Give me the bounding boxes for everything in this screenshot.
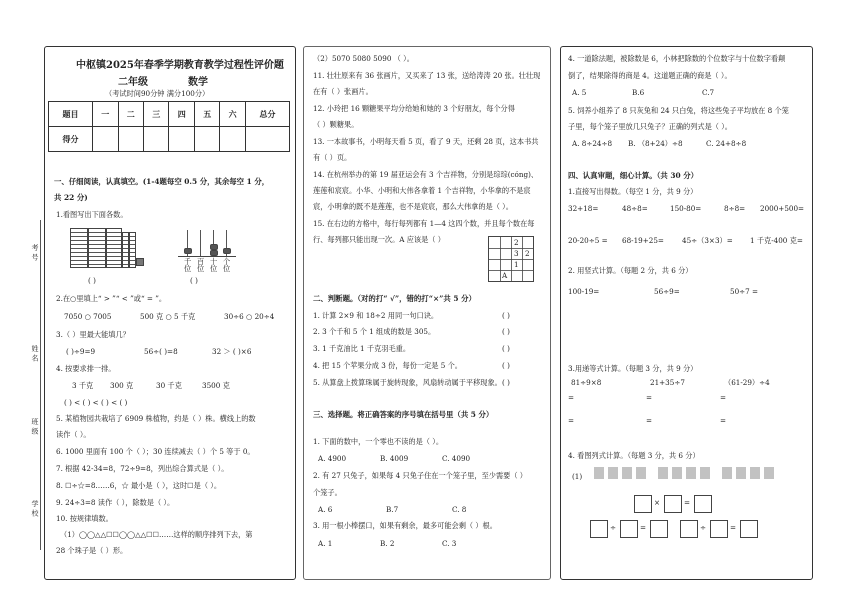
score-header-cell: 题目 (49, 102, 93, 127)
judge-blank[interactable]: ( ) (502, 311, 510, 320)
equals-sign: = (568, 416, 575, 425)
judge-blank[interactable]: ( ) (502, 361, 510, 370)
score-header-cell: 三 (143, 102, 168, 127)
calc-item[interactable]: 68-19+25= (622, 236, 664, 245)
question-13-cont[interactable]: 有（ ）页。 (313, 153, 352, 162)
calc-item[interactable]: 1 千克-400 克= (750, 236, 803, 245)
vertical-calc-item[interactable]: 50÷7 = (730, 287, 759, 296)
abacus-label: 千 (184, 257, 192, 266)
score-header-cell: 二 (118, 102, 143, 127)
score-header-cell: 六 (220, 102, 245, 127)
answer-box[interactable] (680, 520, 698, 538)
section-2-heading: 二、判断题。（对的打“ √”，错的打“×”共 5 分） (313, 294, 476, 303)
binding-name: 姓 名 (31, 345, 39, 362)
choice-option[interactable]: A. 1 (318, 539, 333, 548)
q4-item: 300 克 (110, 381, 134, 390)
q3-item[interactable]: 32 ＞ ( )×6 (212, 347, 252, 356)
choice-option[interactable]: C. 8 (452, 505, 467, 514)
score-header-cell: 总分 (245, 102, 289, 127)
sudoku-grid (488, 236, 534, 282)
judge-blank[interactable]: ( ) (502, 327, 510, 336)
abacus-label: 十 (210, 257, 218, 266)
question-15: 15. 在右边的方格中，每行每列都有 1—4 这四个数，并且每个数在每 (313, 219, 535, 228)
score-cell[interactable] (245, 127, 289, 152)
abacus-image (178, 228, 238, 273)
score-table (48, 101, 290, 152)
abacus-sublabel: 位 (197, 264, 205, 273)
q4-item: 3500 克 (202, 381, 230, 390)
exam-info: （考试时间90分钟 满分100分） (105, 89, 210, 98)
exam-title: 中枢镇2025年春季学期教育教学过程性评价题 (76, 60, 284, 71)
question-14-line3[interactable]: 宸，小明拿的既不是莲莲，也不是宸宸，那么大伟拿的是（ ）。 (313, 202, 513, 211)
part-4-label: (1) (572, 472, 583, 481)
binding-exam-no: 考 号 (31, 244, 39, 261)
q2-item[interactable]: 30÷6 ○ 20÷4 (224, 312, 275, 321)
binding-line (40, 220, 41, 550)
calc-item[interactable]: 8÷8= (724, 204, 746, 213)
q2-item[interactable]: 7050 ○ 7005 (64, 312, 112, 321)
choice-option[interactable]: A. 6 (318, 505, 333, 514)
equals-sign: = (720, 393, 727, 402)
part-4: 4. 看图列式计算。（每题 3 分，共 6 分） (568, 451, 700, 460)
binding-class: 班 级 (31, 418, 39, 435)
question-11: 11. 壮壮原来有 36 张画片，又买来了 13 张，送给涛涛 20 张。壮壮现 (313, 71, 541, 80)
vertical-calc-item[interactable]: 56÷9= (654, 287, 680, 296)
operator-sign: ÷ (610, 523, 617, 532)
equals-sign: = (646, 393, 653, 402)
answer-box[interactable] (694, 495, 712, 513)
abacus-sublabel: 位 (184, 264, 192, 273)
grid-cell: 3 (514, 249, 519, 258)
section-1-heading: 一、仔细阅读，认真填空。(1-4题每空 0.5 分，其余每空 1 分， (54, 177, 270, 186)
answer-box[interactable] (710, 520, 728, 538)
choice-2[interactable]: 2. 有 27 只兔子，如果每 4 只兔子住在一个笼子里，至少需要（ ） (313, 471, 527, 480)
section-3-heading: 三、选择题。将正确答案的序号填在括号里（共 5 分） (313, 410, 494, 419)
q4-item: 3 千克 (72, 381, 94, 390)
answer-box[interactable] (590, 520, 608, 538)
section-1-heading-cont: 共 22 分) (54, 193, 88, 202)
question-12-cont[interactable]: （ ）颗糖果。 (313, 120, 359, 129)
choice-option[interactable]: A. 8÷24÷8 (572, 139, 613, 148)
question-14-line2: 莲莲和宸宸。小华、小明和大伟各拿着 1 个吉祥物，小华拿的不是宸 (313, 186, 531, 195)
equals-sign: = (568, 393, 575, 402)
choice-option[interactable]: C. 24+8÷8 (706, 139, 747, 148)
grid-cell: 2 (525, 249, 530, 258)
calc-item[interactable]: 150-80= (670, 204, 702, 213)
q3-item[interactable]: 56÷( )=8 (144, 347, 178, 356)
question-5: 5. 某植物园共栽培了 6909 株植物，约是（ ）株。横线上的数 (56, 414, 256, 423)
calc-item[interactable]: 32+18= (568, 204, 599, 213)
choice-5: 5. 饲养小组养了 8 只灰兔和 24 只白兔，将这些兔子平均放在 8 个笼 (568, 106, 789, 115)
question-10: 10. 按规律填数。 (56, 514, 113, 523)
choice-3[interactable]: 3. 用一根小棒摆口，如果有剩余，最多可能会剩（ ）根。 (313, 521, 497, 530)
answer-blank[interactable]: ( ) (88, 276, 96, 285)
grid-cell-a: A (502, 271, 508, 280)
calc-item[interactable]: 20-20÷5 = (568, 236, 608, 245)
judge-item: 5. 从算盘上拨算珠属于旋转现象，风扇转动属于平移现象。 (313, 378, 502, 387)
question-15-line2[interactable]: 行、每列都只能出现一次。A 应该是（ ） (313, 235, 445, 244)
answer-box[interactable] (650, 520, 668, 538)
equals-sign: = (720, 416, 727, 425)
answer-box[interactable] (664, 495, 682, 513)
question-1: 1.看图写出下面各数。 (56, 210, 128, 219)
question-10-1-cont[interactable]: 28 个珠子是（ ）形。 (56, 546, 128, 555)
question-4: 4. 按要求排一排。 (56, 364, 116, 373)
choice-option[interactable]: B. 4009 (380, 454, 409, 463)
q3-item[interactable]: ( )÷9=9 (66, 347, 96, 356)
choice-option[interactable]: B. （8+24）÷8 (628, 139, 683, 148)
abacus-sublabel: 位 (210, 264, 218, 273)
score-header-cell: 一 (93, 102, 118, 127)
choice-4: 4. 一道除法题，被除数是 6，小林把除数的个位数字与十位数字看颠 (568, 54, 786, 63)
choice-option[interactable]: B.7 (386, 505, 399, 514)
operator-sign: ÷ (700, 523, 707, 532)
step-calc-item[interactable]: （61-29）÷4 (724, 378, 770, 387)
q2-item[interactable]: 500 克 ○ 5 千克 (140, 312, 196, 321)
choice-option[interactable]: B.6 (632, 88, 645, 97)
answer-box[interactable] (740, 520, 758, 538)
score-cell[interactable] (169, 127, 194, 152)
choice-4-line2[interactable]: 倒了，结果除得的商是 4。这道题正确的商是（ ）。 (568, 71, 732, 80)
abacus-label: 个 (223, 257, 231, 266)
score-cell[interactable] (194, 127, 219, 152)
abacus-sublabel: 位 (223, 264, 231, 273)
question-10-1: （1）◯◯△△☐☐◯◯△△☐☐……这样的顺序排列下去，第 (60, 530, 253, 539)
grid-cell: 1 (514, 260, 519, 269)
vertical-calc-item[interactable]: 100-19= (568, 287, 600, 296)
score-cell[interactable] (93, 127, 118, 152)
question-6[interactable]: 6. 1000 里面有 100 个（ ）；30 连续减去（ ）个 5 等于 0。 (56, 447, 255, 456)
choice-option[interactable]: A. 5 (572, 88, 587, 97)
question-10-2[interactable]: （2）5070 5080 5090 （ ）。 (313, 54, 414, 63)
q4-order-blanks[interactable]: ( ) < ( ) < ( ) < ( ) (64, 398, 128, 407)
score-row-label: 得分 (49, 127, 93, 152)
abacus-label: 百 (197, 257, 205, 266)
cube-blocks-image (70, 222, 146, 268)
calc-item[interactable]: 2000+500= (760, 204, 805, 213)
score-header-cell: 四 (169, 102, 194, 127)
step-calc-item[interactable]: 21+35÷7 (650, 378, 685, 387)
part-2: 2. 用竖式计算。（每题 2 分，共 6 分） (568, 266, 693, 275)
section-4-heading: 四、认真审题，细心计算。（共 30 分） (568, 171, 698, 180)
question-12: 12. 小玲把 16 颗糖果平均分给她和她的 3 个好朋友，每个分得 (313, 104, 515, 113)
answer-blank[interactable]: ( ) (190, 276, 198, 285)
choice-1[interactable]: 1. 下面的数中，一个零也不读的是（ ）。 (313, 437, 444, 446)
score-row (49, 127, 290, 152)
subject-label: 数学 (188, 77, 208, 88)
judge-blank[interactable]: ( ) (502, 378, 510, 387)
operator-sign: × (654, 498, 661, 507)
part-3: 3.用递等式计算。（每题 3 分，共 9 分） (568, 364, 698, 373)
equals-sign: = (646, 416, 653, 425)
choice-option[interactable]: C.7 (702, 88, 715, 97)
calc-item[interactable]: 48÷8= (622, 204, 648, 213)
question-13: 13. 一本故事书，小明每天看 5 页，看了 9 天，还剩 28 页，这本书共 (313, 137, 539, 146)
question-9[interactable]: 9. 24÷3=8 读作（ ），除数是（ ）。 (56, 498, 175, 507)
judge-item: 4. 把 15 个苹果分成 3 份，每份一定是 5 个。 (313, 361, 462, 370)
question-11-cont[interactable]: 在有（ ）张画片。 (313, 87, 373, 96)
answer-box[interactable] (620, 520, 638, 538)
judge-item: 3. 1 千克油比 1 千克羽毛重。 (313, 344, 411, 353)
grid-cell: 2 (514, 238, 519, 247)
score-header-row (49, 102, 290, 127)
choice-option[interactable]: C. 4090 (442, 454, 471, 463)
question-14: 14. 在杭州举办的第 19 届亚运会有 3 个吉祥物，分别是琮琮(cóng)、 (313, 170, 539, 179)
score-cell[interactable] (220, 127, 245, 152)
question-2: 2.在○里填上“ > ”“ < ”或“ = ”。 (56, 294, 167, 303)
choice-option[interactable]: A. 4900 (318, 454, 347, 463)
rabbit-groups-image (594, 463, 780, 483)
part-1: 1.直接写出得数。（每空 1 分，共 9 分） (568, 187, 698, 196)
step-calc-item[interactable]: 81÷9×8 (571, 378, 602, 387)
choice-5-line2[interactable]: 子里，每个笼子里放几只兔子？正确的列式是（ ）。 (568, 122, 732, 131)
q4-item: 30 千克 (156, 381, 182, 390)
binding-school: 学 校 (31, 500, 39, 517)
question-3: 3.（ ）里最大能填几？ (56, 330, 130, 339)
judge-item: 1. 计算 2×9 和 18÷2 用同一句口诀。 (313, 311, 439, 320)
choice-option[interactable]: B. 2 (380, 539, 395, 548)
operator-sign: = (684, 498, 691, 507)
score-header-cell: 五 (194, 102, 219, 127)
grade-label: 二年级 (118, 77, 148, 88)
question-7[interactable]: 7. 根据 42-34=8，72÷9=8，列出综合算式是（ ）。 (56, 464, 229, 473)
calc-item[interactable]: 45÷（3×3）= (682, 236, 733, 245)
answer-box[interactable] (634, 495, 652, 513)
choice-2-cont: 个笼子。 (313, 488, 342, 497)
score-cell[interactable] (143, 127, 168, 152)
question-5-cont[interactable]: 读作（ ）。 (56, 430, 91, 439)
judge-blank[interactable]: ( ) (502, 344, 510, 353)
score-cell[interactable] (118, 127, 143, 152)
judge-item: 2. 3 个千和 5 个 1 组成的数是 305。 (313, 327, 436, 336)
operator-sign: = (640, 523, 647, 532)
question-8[interactable]: 8. ☐÷☆=8……6，☆ 最小是（ ），这时☐是（ ）。 (56, 481, 222, 490)
operator-sign: = (730, 523, 737, 532)
choice-option[interactable]: C. 3 (442, 539, 457, 548)
